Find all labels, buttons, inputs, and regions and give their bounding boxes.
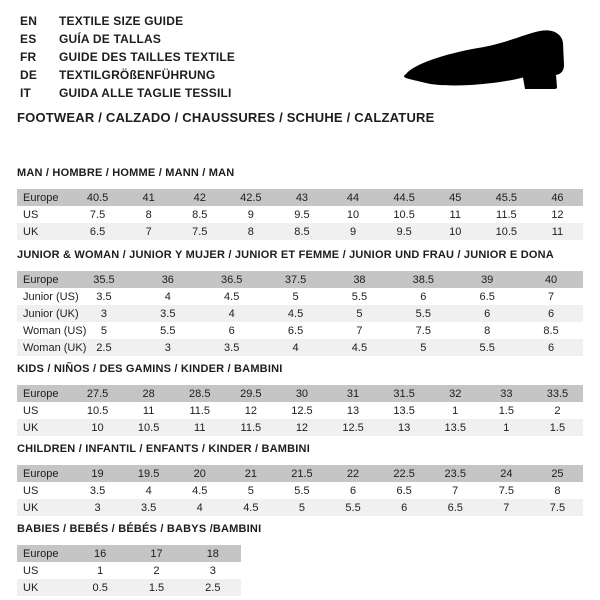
size-cell: 13.5 <box>444 421 466 434</box>
size-cell: 9 <box>349 225 357 238</box>
size-cell: 9 <box>247 208 254 221</box>
row-label: US <box>23 564 39 577</box>
size-cell: 3.5 <box>160 307 176 320</box>
row-label: Junior (UK) <box>23 307 79 320</box>
size-cell: 6 <box>401 501 408 514</box>
section-kids <box>17 363 583 436</box>
size-cell: 3.5 <box>89 484 106 497</box>
size-cell: 42 <box>193 191 206 204</box>
language-code: DE <box>20 68 38 82</box>
size-cell: 4.5 <box>243 501 259 514</box>
row-label: Europe <box>23 547 59 560</box>
size-cell: 6 <box>228 324 235 337</box>
table-row <box>17 206 583 223</box>
size-cell: 29.5 <box>240 387 262 400</box>
size-cell: 41 <box>142 191 155 204</box>
size-cell: 11 <box>551 225 564 238</box>
shoe-icon <box>396 26 576 94</box>
size-cell: 20 <box>193 467 206 480</box>
category-title: FOOTWEAR / CALZADO / CHAUSSURES / SCHUHE / CALZATURE <box>17 110 435 125</box>
size-cell: 44.5 <box>393 191 415 204</box>
row-label: Junior (US) <box>23 290 79 303</box>
size-cell: 7 <box>503 501 510 514</box>
size-table-kids <box>17 385 583 436</box>
row-label: Woman (US) <box>23 324 87 337</box>
size-cell: 10 <box>449 225 462 238</box>
size-cell: 6 <box>420 290 427 303</box>
size-cell: 6 <box>484 307 491 320</box>
size-cell: 8 <box>247 225 254 238</box>
row-label: Europe <box>23 273 59 286</box>
size-cell: 33.5 <box>546 387 569 400</box>
section-junior-woman <box>17 249 583 356</box>
section-title-children: CHILDREN / INFANTIL / ENFANTS / KINDER / BAMBINI <box>17 443 310 455</box>
table-row <box>17 402 583 419</box>
size-cell: 33 <box>500 387 513 400</box>
size-cell: 11 <box>449 208 461 221</box>
size-cell: 21 <box>244 467 257 480</box>
size-cell: 6.5 <box>287 324 304 337</box>
size-cell: 1.5 <box>498 404 514 417</box>
size-cell: 3 <box>164 341 171 354</box>
size-cell: 2.5 <box>96 341 112 354</box>
language-code: IT <box>20 86 32 100</box>
size-cell: 8.5 <box>294 225 310 238</box>
size-cell: 45.5 <box>495 191 518 204</box>
size-cell: 43 <box>295 191 309 204</box>
row-label: US <box>23 208 39 221</box>
size-cell: 38 <box>353 273 366 286</box>
row-label: Europe <box>23 387 59 400</box>
table-row <box>17 562 241 579</box>
size-cell: 6.5 <box>479 290 495 303</box>
size-cell: 4.5 <box>192 484 208 497</box>
row-label: UK <box>23 421 39 434</box>
size-cell: 4 <box>164 290 171 303</box>
language-list <box>20 12 235 102</box>
size-cell: 8 <box>554 484 561 497</box>
size-cell: 44 <box>346 191 360 204</box>
size-cell: 45 <box>449 191 462 204</box>
size-cell: 5 <box>420 341 427 354</box>
size-cell: 21.5 <box>291 467 313 480</box>
size-cell: 1.5 <box>148 581 165 594</box>
size-cell: 46 <box>551 191 564 204</box>
size-cell: 10.5 <box>137 421 160 434</box>
size-cell: 28 <box>142 387 155 400</box>
size-cell: 7.5 <box>498 484 514 497</box>
language-row <box>20 12 235 30</box>
size-cell: 27.5 <box>86 387 109 400</box>
size-cell: 11.5 <box>189 404 211 417</box>
section-man <box>17 167 583 240</box>
size-cell: 13 <box>398 421 411 434</box>
language-label: TEXTILGRÖßENFÜHRUNG <box>59 68 216 82</box>
size-cell: 30 <box>295 387 309 400</box>
size-cell: 4 <box>292 341 299 354</box>
size-cell: 18 <box>206 547 219 560</box>
size-cell: 3 <box>100 307 107 320</box>
size-cell: 11.5 <box>496 208 517 221</box>
size-cell: 0.5 <box>92 581 108 594</box>
table-row <box>17 339 583 356</box>
size-cell: 3.5 <box>224 341 240 354</box>
size-cell: 13.5 <box>393 404 415 417</box>
size-cell: 7 <box>452 484 459 497</box>
size-cell: 12.5 <box>291 404 313 417</box>
language-label: TEXTILE SIZE GUIDE <box>59 14 184 28</box>
size-cell: 13 <box>346 404 360 417</box>
size-cell: 4.5 <box>224 290 240 303</box>
size-cell: 11 <box>142 404 155 417</box>
size-cell: 2 <box>554 404 561 417</box>
row-label: Woman (UK) <box>23 341 87 354</box>
size-cell: 1 <box>503 421 510 434</box>
size-cell: 7.5 <box>549 501 566 514</box>
size-cell: 5 <box>100 324 107 337</box>
size-cell: 9.5 <box>396 225 412 238</box>
size-cell: 8 <box>145 208 152 221</box>
size-cell: 23.5 <box>444 467 466 480</box>
size-cell: 5.5 <box>294 484 310 497</box>
section-title-man: MAN / HOMBRE / HOMME / MANN / MAN <box>17 167 235 179</box>
table-row <box>17 271 583 288</box>
size-cell: 6.5 <box>396 484 412 497</box>
size-cell: 1 <box>452 404 459 417</box>
size-cell: 40 <box>544 273 558 286</box>
size-cell: 31.5 <box>393 387 415 400</box>
table-row <box>17 223 583 240</box>
size-cell: 10 <box>346 208 360 221</box>
size-cell: 10.5 <box>495 225 518 238</box>
size-cell: 39 <box>481 273 494 286</box>
language-row <box>20 84 235 102</box>
size-cell: 6.5 <box>89 225 106 238</box>
size-cell: 2.5 <box>205 581 221 594</box>
row-label: US <box>23 484 39 497</box>
size-table-man <box>17 189 583 240</box>
table-row <box>17 499 583 516</box>
size-cell: 5 <box>356 307 363 320</box>
table-row <box>17 579 241 596</box>
size-cell: 3 <box>94 501 101 514</box>
size-cell: 24 <box>500 467 513 480</box>
size-table-babies <box>17 545 241 596</box>
size-cell: 19.5 <box>137 467 160 480</box>
table-row <box>17 465 583 482</box>
size-cell: 2 <box>153 564 160 577</box>
size-cell: 4 <box>196 501 203 514</box>
size-cell: 12 <box>295 421 309 434</box>
size-cell: 11.5 <box>240 421 262 434</box>
size-cell: 6.5 <box>447 501 463 514</box>
size-cell: 6 <box>349 484 357 497</box>
size-cell: 5.5 <box>415 307 431 320</box>
section-title-junior-woman: JUNIOR & WOMAN / JUNIOR Y MUJER / JUNIOR ET FEMME / JUNIOR UND FRAU / JUNIOR E DONA <box>17 249 554 261</box>
size-cell: 25 <box>551 467 564 480</box>
size-cell: 17 <box>150 547 163 560</box>
size-cell: 42.5 <box>240 191 262 204</box>
table-row <box>17 482 583 499</box>
size-cell: 7.5 <box>415 324 431 337</box>
size-cell: 5 <box>247 484 254 497</box>
size-cell: 3.5 <box>140 501 157 514</box>
size-cell: 7 <box>548 290 555 303</box>
table-row <box>17 419 583 436</box>
size-cell: 1 <box>97 564 104 577</box>
section-title-kids: KIDS / NIÑOS / DES GAMINS / KINDER / BAMBINI <box>17 363 283 375</box>
language-code: ES <box>20 32 37 46</box>
size-cell: 5 <box>292 290 299 303</box>
size-cell: 10.5 <box>86 404 109 417</box>
table-row <box>17 288 583 305</box>
language-label: GUIDA ALLE TAGLIE TESSILI <box>59 86 232 100</box>
size-cell: 7.5 <box>89 208 106 221</box>
size-cell: 32 <box>449 387 462 400</box>
row-label: Europe <box>23 467 59 480</box>
size-cell: 36 <box>161 273 174 286</box>
row-label: UK <box>23 225 39 238</box>
size-cell: 8 <box>484 324 491 337</box>
size-cell: 4.5 <box>287 307 304 320</box>
row-label: US <box>23 404 39 417</box>
size-cell: 7 <box>145 225 152 238</box>
language-row <box>20 30 235 48</box>
table-row <box>17 385 583 402</box>
size-cell: 7.5 <box>192 225 208 238</box>
size-cell: 10.5 <box>393 208 415 221</box>
size-cell: 8.5 <box>192 208 208 221</box>
size-cell: 28.5 <box>189 387 211 400</box>
size-cell: 38.5 <box>412 273 435 286</box>
size-cell: 40.5 <box>86 191 109 204</box>
size-cell: 5 <box>298 501 305 514</box>
table-row <box>17 322 583 339</box>
size-cell: 1.5 <box>549 421 566 434</box>
size-cell: 12 <box>551 208 564 221</box>
size-cell: 5.5 <box>479 341 495 354</box>
size-cell: 19 <box>91 467 104 480</box>
size-cell: 5.5 <box>351 290 368 303</box>
language-code: FR <box>20 50 37 64</box>
row-label: UK <box>23 501 39 514</box>
row-label: Europe <box>23 191 59 204</box>
size-cell: 11 <box>194 421 206 434</box>
size-cell: 16 <box>94 547 107 560</box>
size-cell: 6 <box>548 307 555 320</box>
section-babies <box>17 523 583 596</box>
size-table-children <box>17 465 583 516</box>
size-cell: 10 <box>91 421 104 434</box>
size-cell: 5.5 <box>345 501 361 514</box>
language-row <box>20 48 235 66</box>
section-children <box>17 443 583 516</box>
size-cell: 35.5 <box>93 273 115 286</box>
language-label: GUÍA DE TALLAS <box>59 32 162 46</box>
table-row <box>17 189 583 206</box>
size-cell: 4.5 <box>351 341 368 354</box>
size-cell: 36.5 <box>220 273 243 286</box>
table-row <box>17 305 583 322</box>
size-cell: 12 <box>244 404 257 417</box>
size-cell: 9.5 <box>294 208 310 221</box>
row-label: UK <box>23 581 39 594</box>
size-cell: 8.5 <box>543 324 559 337</box>
size-cell: 4 <box>145 484 152 497</box>
size-cell: 4 <box>228 307 235 320</box>
size-cell: 3.5 <box>96 290 112 303</box>
size-cell: 5.5 <box>160 324 176 337</box>
language-label: GUIDE DES TAILLES TEXTILE <box>59 50 236 64</box>
size-cell: 22 <box>346 467 360 480</box>
size-cell: 3 <box>209 564 216 577</box>
section-title-babies: BABIES / BEBÉS / BÉBÉS / BABYS /BAMBINI <box>17 523 262 535</box>
size-cell: 31 <box>346 387 360 400</box>
table-row <box>17 545 241 562</box>
size-cell: 22.5 <box>393 467 415 480</box>
size-cell: 6 <box>548 341 555 354</box>
language-code: EN <box>20 14 38 28</box>
size-cell: 12.5 <box>342 421 364 434</box>
language-row <box>20 66 235 84</box>
size-table-junior-woman <box>17 271 583 356</box>
size-cell: 7 <box>356 324 363 337</box>
size-cell: 37.5 <box>284 273 307 286</box>
